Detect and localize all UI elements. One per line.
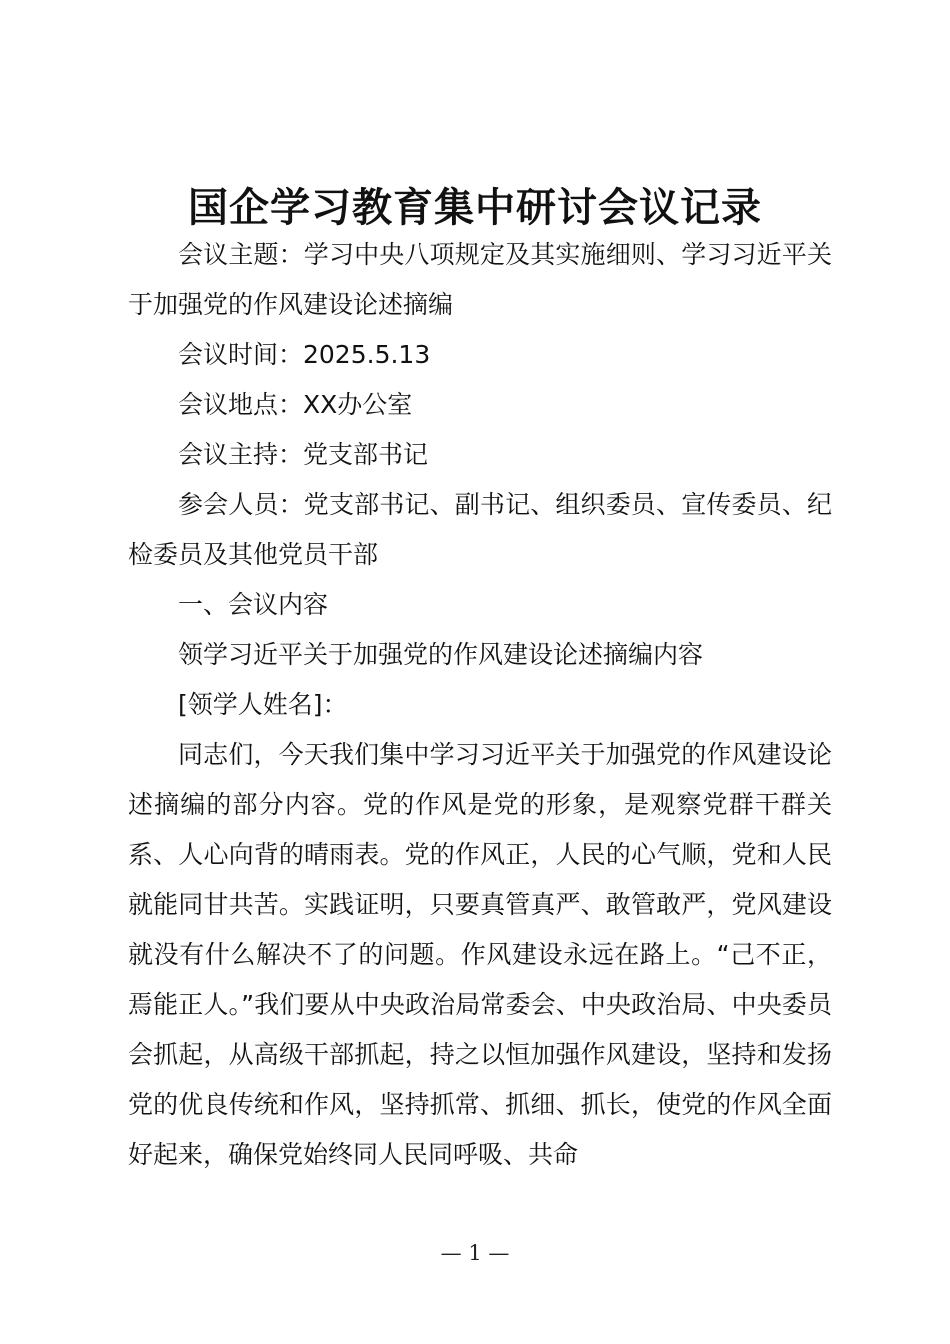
page-number: — 1 —	[440, 1241, 510, 1265]
speech-paragraph: 同志们，今天我们集中学习习近平关于加强党的作风建设论述摘编的部分内容。党的作风是党的形象，是观察党群干群关系、人心向背的晴雨表。党的作风正，人民的心气顺，党和人民就能同甘共苦。实践证明，只要真管真严、敢管敢严，党风建设就没有什么解决不了的问题。作风建设永远在路上。“己不正，焉能正人。”我们要从中央政治局常委会、中央政治局、中央委员会抓起，从高级干部抓起，持之以恒加强作风建设，坚持和发扬党的优良传统和作风，坚持抓常、抓细、抓长，使党的作风全面好起来，确保党始终同人民同呼吸、共命	[128, 740, 832, 1169]
speaker-label: [领学人姓名]：	[178, 690, 348, 719]
meeting-location: 会议地点：XX办公室	[178, 390, 413, 419]
meeting-time: 会议时间：2025.5.13	[178, 340, 431, 369]
document-body	[128, 230, 832, 1180]
section-heading: 一、会议内容	[178, 590, 329, 619]
study-subject: 领学习近平关于加强党的作风建设论述摘编内容	[178, 640, 704, 669]
meeting-host: 会议主持：党支部书记	[178, 440, 429, 469]
meeting-topic: 会议主题：学习中央八项规定及其实施细则、学习习近平关于加强党的作风建设论述摘编	[128, 240, 832, 319]
meeting-attendees: 参会人员：党支部书记、副书记、组织委员、宣传委员、纪检委员及其他党员干部	[128, 490, 832, 569]
document-title: 国企学习教育集中研讨会议记录	[188, 184, 762, 231]
